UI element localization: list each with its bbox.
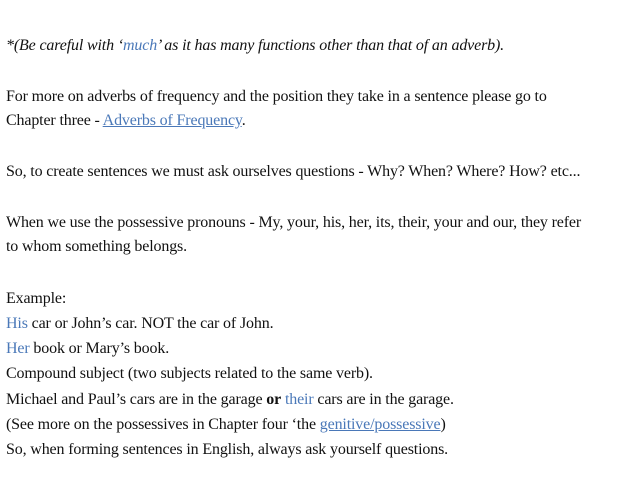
frequency-line-1: For more on adverbs of frequency and the position they take in a sentence please go to [6,88,547,105]
michael-their: their [284,391,314,408]
note-suffix: ’ as it has many functions other than that of an adverb). [157,37,505,54]
example-her-line [6,339,169,359]
her-word: Her [6,340,30,357]
michael-prefix: Michael and Paul’s cars are in the garage [6,391,267,408]
adverbs-of-frequency-link[interactable]: Adverbs of Frequency [102,112,242,129]
note-highlight-much: much [122,37,158,54]
frequency-chapter-text: Chapter three - [6,112,103,129]
michael-paul-line [6,390,454,410]
genitive-possessive-link[interactable]: genitive/possessive [319,416,441,433]
compound-subject-line: Compound subject (two subjects related to the same verb). [6,365,373,382]
michael-suffix: cars are in the garage. [313,391,454,408]
michael-or: or [266,391,282,408]
closing-line: So, when forming sentences in English, always ask yourself questions. [6,441,449,458]
note-prefix: *(Be careful with ‘ [6,37,123,54]
example-heading: Example: [6,290,67,307]
possessive-line-1: When we use the possessive pronouns - My, your, his, her, its, their, your and our, they refer [6,214,582,231]
frequency-period: . [241,112,246,129]
see-prefix: (See more on the possessives in Chapter four ‘the [6,416,320,433]
see-more-line [6,415,446,435]
note-line [6,36,504,56]
frequency-line-2 [6,111,246,131]
example-his-line [6,314,273,334]
her-rest: book or Mary’s book. [29,340,170,357]
his-word: His [6,315,28,332]
see-suffix: ) [440,416,446,433]
questions-line: So, to create sentences we must ask ourselves questions - Why? When? Where? How? etc... [6,163,581,180]
possessive-line-2: to whom something belongs. [6,238,187,255]
his-rest: car or John’s car. NOT the car of John. [27,315,274,332]
